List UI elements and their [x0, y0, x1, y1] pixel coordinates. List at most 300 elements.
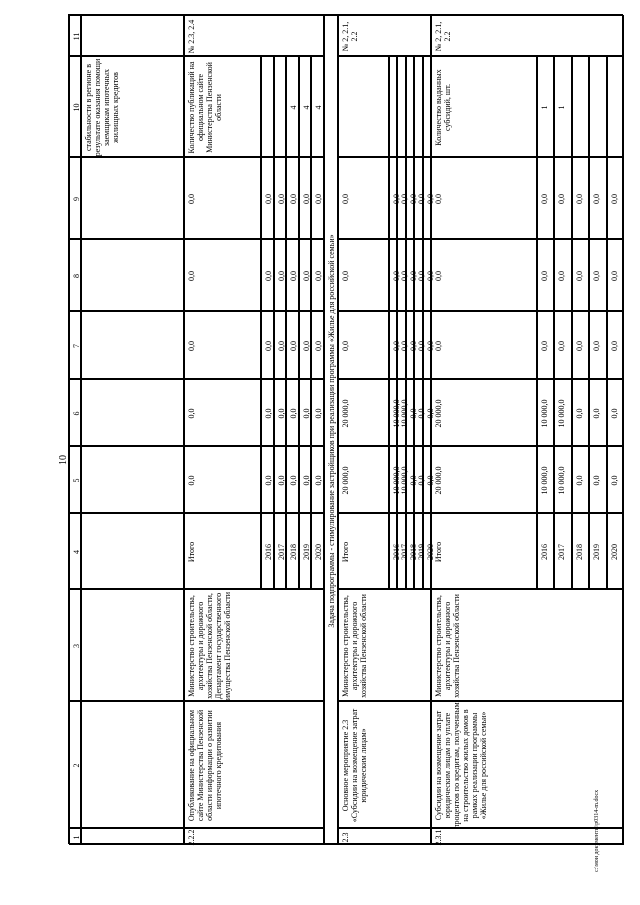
indicator-value-cell: [261, 56, 274, 157]
c5-cell: [423, 446, 435, 513]
c6-value: 20 000,0: [341, 399, 350, 428]
column-number-label: 11: [72, 32, 81, 41]
c8-cell: [554, 239, 571, 311]
indicator-value: 1: [540, 105, 549, 110]
column-number-label: 4: [72, 550, 81, 554]
cont-cell-10: [81, 56, 184, 157]
c6-value: 20 000,0: [434, 399, 443, 428]
c6-cell: [299, 379, 312, 446]
indicator-text: Количество выданных субсидий, шт.: [434, 69, 452, 146]
c7-value: 0,0: [425, 341, 435, 351]
years-cell: [554, 513, 571, 589]
years-value: Итого: [341, 541, 350, 563]
c7-value: 0,0: [301, 341, 311, 351]
c5-value: 10 000,0: [540, 466, 549, 495]
page-number: 10: [58, 455, 69, 465]
c7-cell: [406, 311, 418, 379]
years-value: 2020: [609, 544, 619, 560]
column-number-7: [69, 311, 81, 379]
rotated-table: [68, 14, 623, 844]
cont-cell-2: [81, 701, 184, 828]
c7-value: 0,0: [264, 341, 273, 351]
c5-cell: [311, 446, 324, 513]
c6-cell: [338, 379, 389, 446]
indicator-value-cell: [554, 56, 571, 157]
c7-value: 0,0: [187, 341, 196, 351]
c6-cell: [431, 379, 537, 446]
cont-cell-9: [81, 157, 184, 239]
c6-cell: [537, 379, 554, 446]
c9-value: 0,0: [574, 194, 584, 204]
years-value: 2017: [276, 544, 286, 560]
row-name: [431, 701, 624, 828]
column-number-4: [69, 513, 81, 589]
years-cell: [537, 513, 554, 589]
c8-cell: [299, 239, 312, 311]
row-executor: [431, 589, 624, 701]
row-note-text: № 2.3, 2.4: [187, 19, 196, 54]
row-note: [338, 15, 431, 56]
c6-value: 0,0: [609, 408, 619, 419]
c8-cell: [311, 239, 324, 311]
row-note-text: № 2, 2.1, 2.2: [341, 21, 359, 52]
cont-cell-6: [81, 379, 184, 446]
c6-value: 0,0: [276, 408, 286, 419]
c8-value: 0,0: [341, 271, 350, 281]
c9-value: 0,0: [392, 194, 401, 204]
c7-value: 0,0: [408, 341, 418, 351]
c8-value: 0,0: [417, 271, 427, 281]
c6-value: 0,0: [417, 408, 427, 419]
c9-value: 0,0: [425, 194, 435, 204]
indicator-value-cell: [537, 56, 554, 157]
column-number-8: [69, 239, 81, 311]
c9-cell: [537, 157, 554, 239]
c7-cell: [389, 311, 401, 379]
c6-value: 0,0: [289, 408, 299, 419]
c6-cell: [414, 379, 427, 446]
years-value: Итого: [187, 541, 196, 563]
years-value: 2019: [417, 544, 427, 560]
c5-value: 0,0: [425, 475, 435, 486]
indicator-value-cell: [423, 56, 431, 157]
indicator-value-cell: [572, 56, 589, 157]
row-id: [338, 828, 431, 845]
c7-cell: [338, 311, 389, 379]
row-id: [431, 828, 624, 845]
row-executor-text: Министерство строительства, архитектуры и дорожного хозяйства Пензенской области: [434, 594, 461, 698]
c5-value: 0,0: [574, 475, 584, 486]
years-cell: [431, 513, 537, 589]
years-value: 2020: [314, 544, 324, 560]
indicator-value: 4: [301, 105, 311, 110]
c6-value: 0,0: [592, 408, 602, 419]
c7-cell: [572, 311, 589, 379]
c7-cell: [184, 311, 261, 379]
c9-cell: [389, 157, 401, 239]
indicator-value-cell: [311, 56, 324, 157]
column-number-label: 2: [72, 763, 81, 768]
column-number-2: [69, 701, 81, 828]
c5-cell: [431, 446, 537, 513]
c5-cell: [589, 446, 606, 513]
c5-cell: [572, 446, 589, 513]
c6-cell: [423, 379, 435, 446]
c9-cell: [397, 157, 410, 239]
c9-value: 0,0: [301, 194, 311, 204]
c8-cell: [406, 239, 418, 311]
cont-cell-3: [81, 589, 184, 701]
c7-cell: [414, 311, 427, 379]
indicator-value-cell: [274, 56, 287, 157]
c8-cell: [423, 239, 435, 311]
column-number-label: 8: [72, 274, 81, 278]
c5-cell: [299, 446, 312, 513]
c9-cell: [589, 157, 606, 239]
c6-value: 10 000,0: [540, 399, 549, 428]
c8-value: 0,0: [434, 271, 443, 281]
indicator-cell: [431, 56, 537, 157]
years-cell: [311, 513, 324, 589]
c5-value: 0,0: [289, 475, 299, 486]
c7-cell: [274, 311, 287, 379]
years-value: 2019: [592, 544, 602, 560]
cont-cell-8: [81, 239, 184, 311]
c8-cell: [537, 239, 554, 311]
years-cell: [572, 513, 589, 589]
indicator-value-cell: [414, 56, 422, 157]
c9-value: 0,0: [434, 194, 443, 204]
c7-value: 0,0: [609, 341, 619, 351]
c7-cell: [311, 311, 324, 379]
row-note: [431, 15, 624, 56]
c8-cell: [286, 239, 299, 311]
c5-value: 0,0: [276, 475, 286, 486]
c7-cell: [589, 311, 606, 379]
c6-value: 0,0: [425, 408, 435, 419]
c9-cell: [299, 157, 312, 239]
c9-value: 0,0: [314, 194, 324, 204]
c8-value: 0,0: [592, 271, 602, 281]
years-value: 2018: [289, 544, 299, 560]
column-number-label: 1: [72, 835, 81, 840]
c5-value: 10 000,0: [557, 466, 567, 495]
years-cell: [261, 513, 274, 589]
c8-value: 0,0: [264, 271, 273, 281]
c9-value: 0,0: [540, 194, 549, 204]
years-cell: [423, 513, 435, 589]
c8-value: 0,0: [574, 271, 584, 281]
c5-value: 0,0: [417, 475, 427, 486]
c5-value: 0,0: [592, 475, 602, 486]
c6-cell: [389, 379, 401, 446]
years-cell: [389, 513, 401, 589]
c9-cell: [184, 157, 261, 239]
years-value: 2018: [574, 544, 584, 560]
c5-value: 10 000,0: [392, 466, 401, 495]
c9-value: 0,0: [592, 194, 602, 204]
c7-value: 0,0: [540, 341, 549, 351]
c7-value: 0,0: [417, 341, 427, 351]
c7-cell: [537, 311, 554, 379]
years-cell: [589, 513, 606, 589]
c5-cell: [397, 446, 410, 513]
indicator-value: 4: [289, 105, 299, 110]
c5-cell: [286, 446, 299, 513]
c6-cell: [406, 379, 418, 446]
c5-cell: [537, 446, 554, 513]
c5-value: 0,0: [187, 475, 196, 486]
column-number-label: 3: [72, 644, 81, 648]
c9-cell: [261, 157, 274, 239]
column-number-3: [69, 589, 81, 701]
years-value: 2017: [557, 544, 567, 560]
c5-cell: [338, 446, 389, 513]
c8-value: 0,0: [609, 271, 619, 281]
footer-file-path: c:\мои документы\p0314-m.docx: [594, 789, 600, 872]
years-value: 2016: [392, 544, 401, 560]
c9-value: 0,0: [187, 194, 196, 204]
cont-cell-1: [81, 828, 184, 845]
c9-cell: [274, 157, 287, 239]
years-value: 2020: [425, 544, 435, 560]
c7-cell: [286, 311, 299, 379]
c8-value: 0,0: [540, 271, 549, 281]
c6-value: 0,0: [314, 408, 324, 419]
row-executor-text: Министерство строительства, архитектуры и дорожного хозяйства Пензенской области: [341, 594, 368, 698]
row-name-text: Опубликование на официальном сайте Министерства Пензенской области информации о развитии ипотечного кредитования: [187, 709, 223, 822]
indicator-value-cell: [397, 56, 405, 157]
c9-cell: [572, 157, 589, 239]
indicator-value-cell: [589, 56, 606, 157]
years-cell: [286, 513, 299, 589]
c9-cell: [423, 157, 435, 239]
row-executor: [338, 589, 431, 701]
c8-cell: [338, 239, 389, 311]
c6-cell: [607, 379, 624, 446]
c5-value: 0,0: [408, 475, 418, 486]
cont-cell-7: [81, 311, 184, 379]
c8-cell: [431, 239, 537, 311]
c5-cell: [554, 446, 571, 513]
c9-value: 0,0: [417, 194, 427, 204]
row-executor-text: Министерство строительства, архитектуры и дорожного хозяйства Пензенской области, Департамент государственного имущества Пензенской области: [187, 591, 232, 701]
c8-value: 0,0: [301, 271, 311, 281]
column-number-6: [69, 379, 81, 446]
c9-value: 0,0: [400, 194, 410, 204]
c7-value: 0,0: [574, 341, 584, 351]
c9-value: 0,0: [408, 194, 418, 204]
years-cell: [274, 513, 287, 589]
indicator-value-cell: [389, 56, 397, 157]
c9-cell: [286, 157, 299, 239]
years-cell: [338, 513, 389, 589]
c7-cell: [299, 311, 312, 379]
c8-value: 0,0: [276, 271, 286, 281]
column-number-label: 10: [72, 103, 81, 112]
years-cell: [397, 513, 410, 589]
years-value: 2019: [301, 544, 311, 560]
c7-cell: [397, 311, 410, 379]
c5-cell: [274, 446, 287, 513]
indicator-continuation: стабильности в регионе в результате оказания помощи заемщикам ипотечных жилищных кредитов: [84, 58, 120, 157]
c6-cell: [554, 379, 571, 446]
cont-cell-5: [81, 446, 184, 513]
c6-value: 10 000,0: [400, 399, 410, 428]
c8-cell: [397, 239, 410, 311]
c8-cell: [184, 239, 261, 311]
c6-value: 0,0: [264, 408, 273, 419]
c8-value: 0,0: [289, 271, 299, 281]
c6-value: 0,0: [408, 408, 418, 419]
c7-cell: [423, 311, 435, 379]
c9-value: 0,0: [557, 194, 567, 204]
c6-value: 10 000,0: [557, 399, 567, 428]
c6-cell: [184, 379, 261, 446]
column-number-label: 7: [72, 344, 81, 348]
c7-cell: [431, 311, 537, 379]
c8-value: 0,0: [557, 271, 567, 281]
c6-cell: [589, 379, 606, 446]
c9-cell: [406, 157, 418, 239]
c5-value: 0,0: [314, 475, 324, 486]
cont-cell-11: [81, 15, 184, 56]
c9-cell: [338, 157, 389, 239]
row-id-text: 2.3: [341, 832, 350, 843]
c6-cell: [286, 379, 299, 446]
c6-cell: [311, 379, 324, 446]
c6-value: 0,0: [187, 408, 196, 419]
years-cell: [607, 513, 624, 589]
cont-cell-4: [81, 513, 184, 589]
c8-cell: [572, 239, 589, 311]
c8-value: 0,0: [425, 271, 435, 281]
column-number-label: 9: [72, 197, 81, 201]
c7-cell: [554, 311, 571, 379]
c5-cell: [261, 446, 274, 513]
years-value: 2018: [408, 544, 418, 560]
c7-value: 0,0: [276, 341, 286, 351]
indicator-cell: [184, 56, 261, 157]
c8-cell: [274, 239, 287, 311]
c6-value: 10 000,0: [392, 399, 401, 428]
c8-cell: [414, 239, 427, 311]
column-number-label: 5: [72, 478, 81, 483]
c9-value: 0,0: [264, 194, 273, 204]
column-number-9: [69, 157, 81, 239]
indicator-value-cell: [406, 56, 414, 157]
c9-value: 0,0: [276, 194, 286, 204]
years-cell: [184, 513, 261, 589]
years-cell: [414, 513, 427, 589]
c6-value: 0,0: [574, 408, 584, 419]
column-number-10: [69, 56, 81, 157]
c5-value: 10 000,0: [400, 466, 410, 495]
c9-value: 0,0: [609, 194, 619, 204]
indicator-value: 1: [557, 105, 567, 110]
c6-value: 0,0: [301, 408, 311, 419]
c9-value: 0,0: [341, 194, 350, 204]
c5-value: 0,0: [264, 475, 273, 486]
c7-value: 0,0: [392, 341, 401, 351]
c8-cell: [607, 239, 624, 311]
c5-cell: [607, 446, 624, 513]
c7-value: 0,0: [592, 341, 602, 351]
row-id-text: 2.3.1: [434, 829, 443, 846]
c5-value: 20 000,0: [434, 466, 443, 495]
c5-cell: [406, 446, 418, 513]
years-cell: [299, 513, 312, 589]
years-value: 2016: [264, 544, 273, 560]
row-name: [184, 701, 324, 828]
indicator-value-cell: [607, 56, 624, 157]
row-note: [184, 15, 324, 56]
row-id-text: 2.2.2: [187, 829, 196, 846]
indicator-text: Количество публикаций на официальном сайте Министерства Пензенской области: [187, 61, 223, 154]
row-name: [338, 701, 431, 828]
c9-cell: [607, 157, 624, 239]
c6-cell: [274, 379, 287, 446]
c7-cell: [607, 311, 624, 379]
task-text: Задача подпрограммы - стимулирование застройщиков при реализации программы «Жилье для российской семьи»: [327, 234, 336, 628]
column-number-label: 6: [72, 411, 81, 416]
c5-value: 0,0: [609, 475, 619, 486]
c8-cell: [589, 239, 606, 311]
column-number-1: [69, 828, 81, 845]
row-note-text: № 2, 2.1, 2.2: [434, 21, 452, 52]
task-row: [324, 15, 338, 845]
c6-cell: [572, 379, 589, 446]
c7-value: 0,0: [341, 341, 350, 351]
indicator-cell: [338, 56, 389, 157]
c8-cell: [389, 239, 401, 311]
c7-value: 0,0: [400, 341, 410, 351]
c8-value: 0,0: [187, 271, 196, 281]
years-value: Итого: [434, 541, 443, 563]
row-executor: [184, 589, 324, 701]
row-name-text: Основное мероприятие 2.3 «Субсидии на возмещение затрат юридическим лицам»: [341, 708, 368, 823]
c9-cell: [431, 157, 537, 239]
row-name-text: Субсидии на возмещение затрат юридическим лицам по уплате процентов по кредитам, полученным на строительство жилых домов в рамках реализации программы «Жилье для российской семьи»: [434, 702, 488, 829]
c6-cell: [397, 379, 410, 446]
c5-cell: [389, 446, 401, 513]
c9-cell: [414, 157, 427, 239]
c8-cell: [261, 239, 274, 311]
column-number-5: [69, 446, 81, 513]
c8-value: 0,0: [408, 271, 418, 281]
c9-cell: [554, 157, 571, 239]
years-value: 2016: [540, 544, 549, 560]
indicator-value-cell: [286, 56, 299, 157]
c8-value: 0,0: [400, 271, 410, 281]
indicator-value: 4: [314, 105, 324, 110]
c6-cell: [261, 379, 274, 446]
years-value: 2017: [400, 544, 410, 560]
c5-value: 20 000,0: [341, 466, 350, 495]
c9-value: 0,0: [289, 194, 299, 204]
c5-value: 0,0: [301, 475, 311, 486]
c7-cell: [261, 311, 274, 379]
c5-cell: [414, 446, 427, 513]
c9-cell: [311, 157, 324, 239]
c7-value: 0,0: [289, 341, 299, 351]
c8-value: 0,0: [392, 271, 401, 281]
indicator-value-cell: [299, 56, 312, 157]
row-id: [184, 828, 324, 845]
column-number-11: [69, 15, 81, 56]
c7-value: 0,0: [557, 341, 567, 351]
c8-value: 0,0: [314, 271, 324, 281]
